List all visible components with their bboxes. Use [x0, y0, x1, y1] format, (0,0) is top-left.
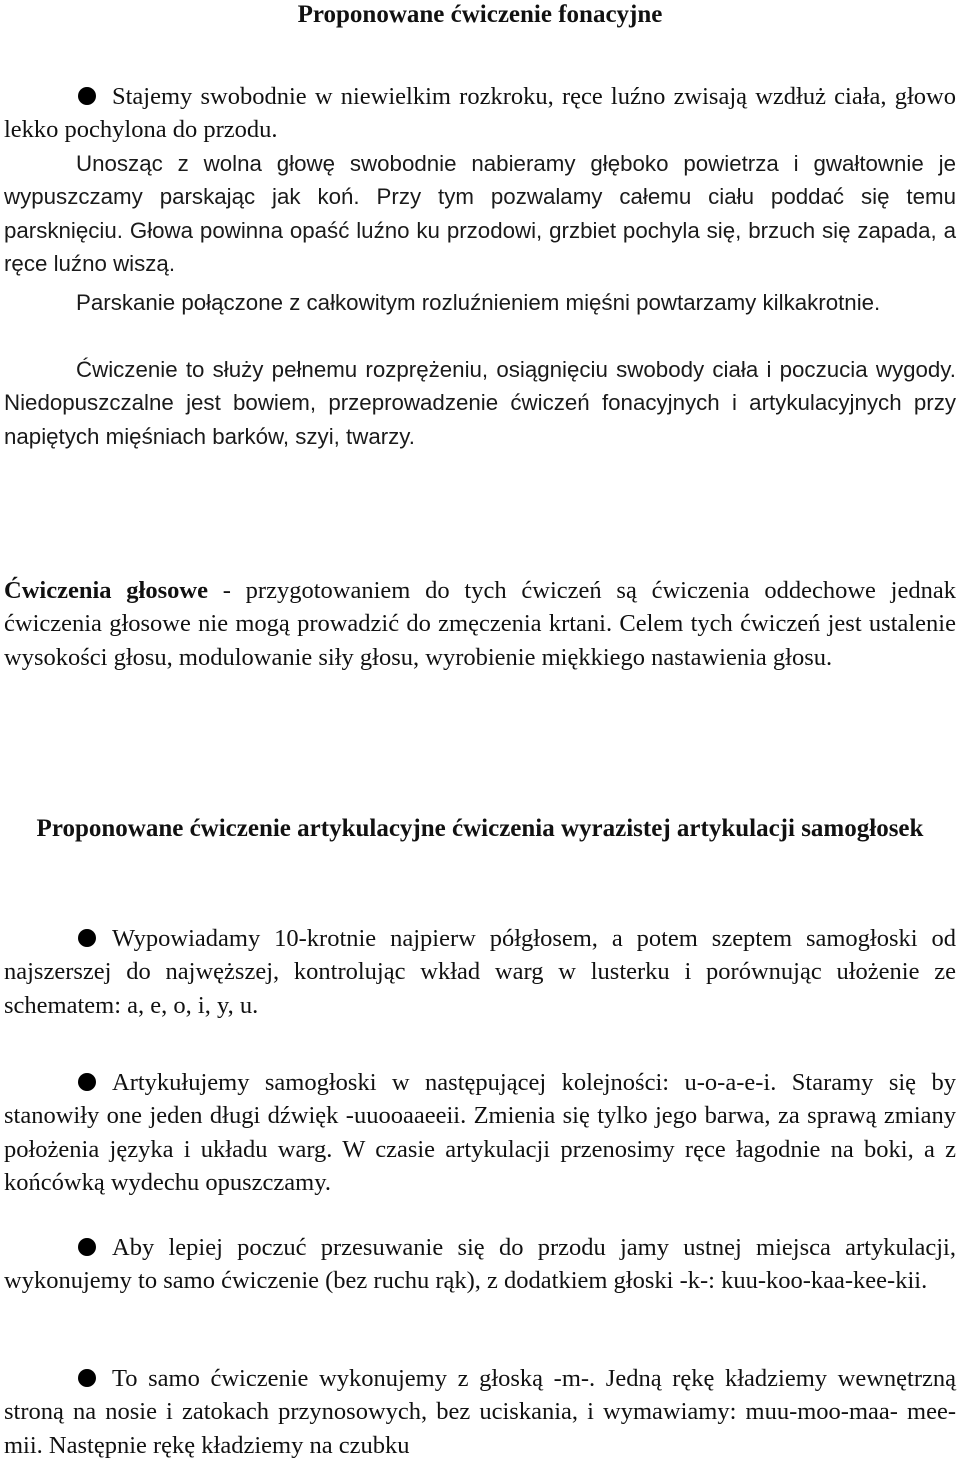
term-cwiczenia-glosowe: Ćwiczenia głosowe [4, 577, 208, 604]
section-title-fonacyjne: Proponowane ćwiczenie fonacyjne [297, 1, 663, 28]
bullet-text-3: Artykułujemy samogłoski w następującej kolejności: u-o-a-e-i. Staramy się by stanowiły one jeden długi dźwięk -uuooaaeeii. Zmienia się tylko jego barwa, za sprawą zmiany położenia języka i układu warg. W czasie artykulacji przenosimy ręce łagodnie na boki, a z końcówką wydechu opuszczamy. [4, 1069, 956, 1197]
bullet-text-2: Wypowiadamy 10-krotnie najpierw półgłosem, a potem szeptem samogłoski od najszerszej do najwęższej, kontrolując wkład warg w lusterku i porównując ułożenie ze schematem: a, e, o, i, y, u. [4, 925, 956, 1019]
paragraph-parskanie: Parskanie połączone z całkowitym rozluźnieniem mięśni powtarzamy kilkakrotnie. [76, 290, 881, 315]
bullet-paragraph-2 [4, 922, 956, 1022]
paragraph-unoszac: Unosząc z wolna głowę swobodnie nabieramy głęboko powietrza i gwałtownie je wypuszczamy parskając jak koń. Przy tym pozwalamy całemu ciału poddać się temu parsknięciu. Głowa powinna opaść luźno ku przodowi, grzbiet pochyla się, brzuch się zapada, a ręce luźno wiszą. [4, 151, 956, 277]
bullet-text-4: Aby lepiej poczuć przesuwanie się do przodu jamy ustnej miejsca artykulacji, wykonujemy to samo ćwiczenie (bez ruchu rąk), z dodatkiem głoski -k-: kuu-koo-kaa-kee-kii. [4, 1234, 956, 1295]
bullet-paragraph-1 [4, 80, 956, 147]
bullet-icon [78, 1238, 96, 1256]
paragraph-cwiczenia-glosowe-text: - przygotowaniem do tych ćwiczeń są ćwiczenia oddechowe jednak ćwiczenia głosowe nie mogą prowadzić do zmęczenia krtani. Celem tych ćwiczeń jest ustalenie wysokości głosu, modulowanie siły głosu, wyrobienie miękkiego nastawienia głosu. [4, 577, 956, 671]
bullet-text-1: Stajemy swobodnie w niewielkim rozkroku, ręce luźno zwisają wzdłuż ciała, głowo lekko pochylona do przodu. [4, 83, 956, 144]
paragraph-cwiczenia-glosowe [4, 574, 956, 674]
bullet-text-5: To samo ćwiczenie wykonujemy z głoską -m-. Jedną rękę kładziemy wewnętrzną stroną na nosie i zatokach przynosowych, bez uciskania, i wymawiamy: muu-moo-maa- mee-mii. Następnie rękę kładziemy na czubku [4, 1365, 956, 1459]
bullet-icon [78, 929, 96, 947]
paragraph-cwiczenie-sluzy: Ćwiczenie to służy pełnemu rozprężeniu, osiągnięciu swobody ciała i poczucia wygody. Niedopuszczalne jest bowiem, przeprowadzenie ćwiczeń fonacyjnych i artykulacyjnych przy napiętych mięśniach barków, szyi, twarzy. [4, 357, 956, 449]
bullet-paragraph-4 [4, 1231, 956, 1298]
bullet-icon [78, 87, 96, 105]
bullet-icon [78, 1073, 96, 1091]
bullet-paragraph-5 [4, 1362, 956, 1462]
section-title-artykulacyjne: Proponowane ćwiczenie artykulacyjne ćwiczenia wyrazistej artykulacji samogłosek [36, 815, 924, 842]
bullet-paragraph-3 [4, 1066, 956, 1200]
bullet-icon [78, 1369, 96, 1387]
